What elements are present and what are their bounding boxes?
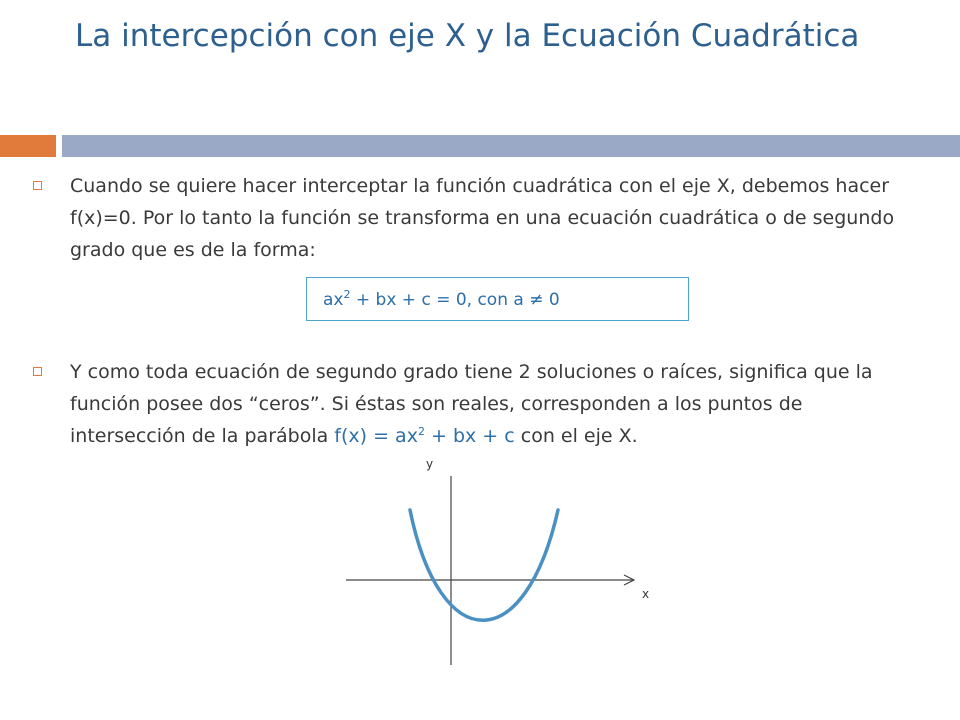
bullet-item-roots (70, 356, 910, 452)
bullet-text-end: con el eje X. (514, 425, 638, 447)
formula-exponent: 2 (343, 288, 351, 301)
formula-text-start: ax (323, 290, 344, 310)
slide-title: La intercepción con eje X y la Ecuación Cuadrática (75, 18, 860, 54)
inline-formula (334, 425, 514, 447)
square-bullet-icon (33, 181, 42, 190)
y-axis-label: y (426, 457, 434, 471)
square-bullet-icon (33, 367, 42, 376)
bullet-text: Y como toda ecuación de segundo grado tiene 2 soluciones o raíces, significa que la función posee dos “ceros”. Si éstas son reales, corresponden a los puntos de intersección de la parábola (70, 361, 873, 447)
inline-formula-end: + bx + c (424, 425, 515, 447)
bullet-item-intro (70, 170, 910, 266)
parabola-curve (410, 510, 558, 620)
bullet-text: Cuando se quiere hacer interceptar la función cuadrática con el eje X, debemos hacer f(x)=0. Por lo tanto la función se transforma en una ecuación cuadrática o de segundo grado que es de la forma: (70, 175, 895, 261)
title-rule-accent (0, 135, 56, 157)
x-axis-label: x (642, 587, 650, 601)
formula-text-end: + bx + c = 0, con a ≠ 0 (350, 290, 560, 310)
title-rule-bar (62, 135, 960, 157)
parabola-graph (330, 452, 660, 667)
inline-formula-start: f(x) = ax (334, 425, 418, 447)
inline-formula-exponent: 2 (417, 425, 425, 438)
formula-box (306, 277, 689, 321)
